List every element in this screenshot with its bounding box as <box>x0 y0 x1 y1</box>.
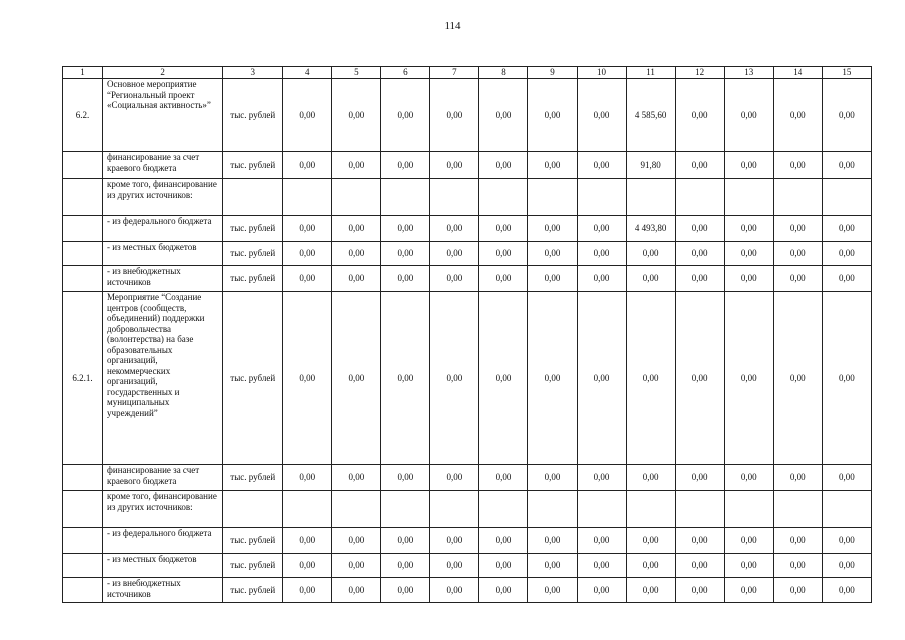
table-row <box>63 152 872 179</box>
value-cell: 0,00 <box>724 152 773 179</box>
column-header: 9 <box>528 67 577 79</box>
row-index: 6.2.1. <box>63 292 103 465</box>
value-cell: 0,00 <box>430 152 479 179</box>
value-cell <box>430 179 479 216</box>
column-header: 5 <box>332 67 381 79</box>
value-cell: 0,00 <box>822 79 871 152</box>
row-index <box>63 216 103 242</box>
value-cell: 0,00 <box>577 578 626 603</box>
row-unit: тыс. рублей <box>223 528 283 554</box>
value-cell: 0,00 <box>577 242 626 266</box>
value-cell: 0,00 <box>332 292 381 465</box>
value-cell: 0,00 <box>479 465 528 491</box>
column-header: 1 <box>63 67 103 79</box>
row-unit <box>223 179 283 216</box>
column-header: 15 <box>822 67 871 79</box>
value-cell: 0,00 <box>626 266 675 292</box>
table-row <box>63 216 872 242</box>
row-index <box>63 152 103 179</box>
value-cell <box>675 179 724 216</box>
value-cell <box>430 491 479 528</box>
row-description: финансирование за счет краевого бюджета <box>103 152 223 179</box>
value-cell: 0,00 <box>822 152 871 179</box>
value-cell: 0,00 <box>332 266 381 292</box>
value-cell: 0,00 <box>381 292 430 465</box>
value-cell: 0,00 <box>283 79 332 152</box>
row-index <box>63 242 103 266</box>
value-cell: 0,00 <box>724 578 773 603</box>
value-cell: 0,00 <box>479 266 528 292</box>
table-row <box>63 465 872 491</box>
value-cell: 0,00 <box>577 528 626 554</box>
table-row <box>63 179 872 216</box>
value-cell: 0,00 <box>528 216 577 242</box>
value-cell: 0,00 <box>626 242 675 266</box>
value-cell <box>332 179 381 216</box>
value-cell: 0,00 <box>381 554 430 578</box>
value-cell: 0,00 <box>332 465 381 491</box>
value-cell: 0,00 <box>430 216 479 242</box>
table-row <box>63 578 872 603</box>
row-index: 6.2. <box>63 79 103 152</box>
row-unit: тыс. рублей <box>223 554 283 578</box>
value-cell: 0,00 <box>381 79 430 152</box>
value-cell <box>381 179 430 216</box>
value-cell: 0,00 <box>822 242 871 266</box>
value-cell: 0,00 <box>773 528 822 554</box>
row-index <box>63 266 103 292</box>
value-cell: 0,00 <box>822 266 871 292</box>
value-cell: 0,00 <box>675 216 724 242</box>
value-cell: 0,00 <box>332 152 381 179</box>
value-cell: 0,00 <box>675 578 724 603</box>
row-unit: тыс. рублей <box>223 242 283 266</box>
row-description: - из федерального бюджета <box>103 216 223 242</box>
value-cell: 4 493,80 <box>626 216 675 242</box>
value-cell: 0,00 <box>724 292 773 465</box>
row-description: финансирование за счет краевого бюджета <box>103 465 223 491</box>
row-description: - из федерального бюджета <box>103 528 223 554</box>
value-cell: 0,00 <box>430 554 479 578</box>
value-cell: 0,00 <box>430 292 479 465</box>
value-cell: 0,00 <box>675 266 724 292</box>
value-cell <box>773 491 822 528</box>
value-cell <box>626 491 675 528</box>
value-cell: 0,00 <box>577 79 626 152</box>
column-header: 10 <box>577 67 626 79</box>
value-cell: 0,00 <box>283 152 332 179</box>
value-cell: 0,00 <box>626 578 675 603</box>
value-cell <box>528 179 577 216</box>
value-cell: 0,00 <box>430 465 479 491</box>
value-cell <box>479 491 528 528</box>
value-cell <box>626 179 675 216</box>
value-cell: 0,00 <box>822 554 871 578</box>
value-cell: 0,00 <box>822 528 871 554</box>
column-header: 7 <box>430 67 479 79</box>
value-cell: 0,00 <box>528 465 577 491</box>
table-row <box>63 528 872 554</box>
value-cell: 0,00 <box>381 465 430 491</box>
value-cell <box>283 179 332 216</box>
value-cell: 0,00 <box>479 242 528 266</box>
row-index <box>63 491 103 528</box>
value-cell: 0,00 <box>430 242 479 266</box>
value-cell: 0,00 <box>773 216 822 242</box>
value-cell: 0,00 <box>381 266 430 292</box>
value-cell: 0,00 <box>773 465 822 491</box>
value-cell: 0,00 <box>724 216 773 242</box>
row-unit: тыс. рублей <box>223 79 283 152</box>
value-cell: 0,00 <box>381 152 430 179</box>
table-row <box>63 292 872 465</box>
value-cell: 0,00 <box>430 79 479 152</box>
value-cell: 0,00 <box>528 266 577 292</box>
value-cell: 0,00 <box>675 79 724 152</box>
header-row <box>63 67 872 79</box>
column-header: 3 <box>223 67 283 79</box>
value-cell: 0,00 <box>675 554 724 578</box>
row-description: - из местных бюджетов <box>103 554 223 578</box>
value-cell <box>822 491 871 528</box>
row-unit: тыс. рублей <box>223 292 283 465</box>
value-cell: 0,00 <box>724 266 773 292</box>
row-unit: тыс. рублей <box>223 152 283 179</box>
value-cell: 0,00 <box>479 528 528 554</box>
row-index <box>63 578 103 603</box>
row-description: Основное мероприятие “Региональный проект «Социальная активность»” <box>103 79 223 152</box>
value-cell <box>724 491 773 528</box>
row-description: - из внебюджетных источников <box>103 266 223 292</box>
value-cell: 0,00 <box>479 152 528 179</box>
value-cell: 0,00 <box>283 465 332 491</box>
row-description: - из внебюджетных источников <box>103 578 223 603</box>
value-cell: 0,00 <box>577 152 626 179</box>
value-cell: 0,00 <box>773 152 822 179</box>
table-row <box>63 491 872 528</box>
value-cell: 0,00 <box>822 465 871 491</box>
column-header: 13 <box>724 67 773 79</box>
value-cell: 0,00 <box>283 242 332 266</box>
row-index <box>63 465 103 491</box>
value-cell: 0,00 <box>577 216 626 242</box>
row-description: кроме того, финансирование из других источников: <box>103 179 223 216</box>
value-cell <box>332 491 381 528</box>
table-row <box>63 242 872 266</box>
value-cell: 0,00 <box>381 578 430 603</box>
table-row <box>63 79 872 152</box>
value-cell: 0,00 <box>332 528 381 554</box>
value-cell: 0,00 <box>479 79 528 152</box>
value-cell: 0,00 <box>724 242 773 266</box>
value-cell: 0,00 <box>724 554 773 578</box>
value-cell: 0,00 <box>822 292 871 465</box>
column-header: 2 <box>103 67 223 79</box>
value-cell: 0,00 <box>577 292 626 465</box>
value-cell: 0,00 <box>479 216 528 242</box>
value-cell <box>773 179 822 216</box>
value-cell <box>381 491 430 528</box>
value-cell <box>724 179 773 216</box>
value-cell: 0,00 <box>675 465 724 491</box>
value-cell: 0,00 <box>332 79 381 152</box>
value-cell: 0,00 <box>773 554 822 578</box>
value-cell: 0,00 <box>283 266 332 292</box>
value-cell: 0,00 <box>675 528 724 554</box>
value-cell: 0,00 <box>528 554 577 578</box>
row-unit: тыс. рублей <box>223 216 283 242</box>
value-cell: 0,00 <box>773 266 822 292</box>
value-cell: 0,00 <box>528 152 577 179</box>
value-cell: 0,00 <box>724 79 773 152</box>
value-cell <box>822 179 871 216</box>
value-cell: 0,00 <box>577 465 626 491</box>
value-cell: 0,00 <box>332 216 381 242</box>
value-cell: 4 585,60 <box>626 79 675 152</box>
value-cell: 0,00 <box>577 554 626 578</box>
value-cell: 0,00 <box>332 242 381 266</box>
row-description: кроме того, финансирование из других источников: <box>103 491 223 528</box>
value-cell: 0,00 <box>528 79 577 152</box>
value-cell: 0,00 <box>626 465 675 491</box>
budget-table <box>62 66 872 603</box>
column-header: 11 <box>626 67 675 79</box>
value-cell: 0,00 <box>528 578 577 603</box>
column-header: 6 <box>381 67 430 79</box>
value-cell: 0,00 <box>675 242 724 266</box>
value-cell: 0,00 <box>675 292 724 465</box>
row-unit: тыс. рублей <box>223 266 283 292</box>
value-cell: 0,00 <box>822 216 871 242</box>
column-header: 4 <box>283 67 332 79</box>
page-number: 114 <box>444 20 461 32</box>
value-cell <box>577 491 626 528</box>
value-cell: 0,00 <box>773 79 822 152</box>
value-cell: 0,00 <box>822 578 871 603</box>
row-unit: тыс. рублей <box>223 578 283 603</box>
row-unit: тыс. рублей <box>223 465 283 491</box>
value-cell: 0,00 <box>430 578 479 603</box>
value-cell: 0,00 <box>626 292 675 465</box>
value-cell: 0,00 <box>283 292 332 465</box>
value-cell: 0,00 <box>332 554 381 578</box>
row-index <box>63 554 103 578</box>
value-cell <box>283 491 332 528</box>
value-cell: 0,00 <box>430 266 479 292</box>
value-cell: 0,00 <box>675 152 724 179</box>
value-cell: 0,00 <box>528 292 577 465</box>
value-cell: 0,00 <box>381 528 430 554</box>
value-cell <box>577 179 626 216</box>
column-header: 14 <box>773 67 822 79</box>
value-cell: 0,00 <box>773 242 822 266</box>
value-cell: 0,00 <box>479 578 528 603</box>
value-cell: 0,00 <box>724 465 773 491</box>
value-cell: 0,00 <box>724 528 773 554</box>
value-cell: 0,00 <box>430 528 479 554</box>
row-index <box>63 179 103 216</box>
row-description: - из местных бюджетов <box>103 242 223 266</box>
value-cell: 0,00 <box>332 578 381 603</box>
value-cell: 0,00 <box>283 216 332 242</box>
value-cell: 0,00 <box>283 578 332 603</box>
value-cell <box>479 179 528 216</box>
row-description: Мероприятие “Создание центров (сообществ, объединений) поддержки добровольчества (волонтерства) на базе образовательных организаций, некоммерческих организаций, государственных и муниципальных учреждений” <box>103 292 223 465</box>
value-cell: 0,00 <box>381 216 430 242</box>
value-cell: 0,00 <box>626 528 675 554</box>
value-cell: 0,00 <box>283 528 332 554</box>
row-index <box>63 528 103 554</box>
value-cell: 0,00 <box>626 554 675 578</box>
value-cell <box>528 491 577 528</box>
value-cell: 0,00 <box>773 292 822 465</box>
row-unit <box>223 491 283 528</box>
value-cell: 0,00 <box>479 554 528 578</box>
value-cell: 0,00 <box>283 554 332 578</box>
value-cell: 0,00 <box>577 266 626 292</box>
value-cell <box>675 491 724 528</box>
column-header: 12 <box>675 67 724 79</box>
value-cell: 0,00 <box>528 242 577 266</box>
value-cell: 91,80 <box>626 152 675 179</box>
value-cell: 0,00 <box>381 242 430 266</box>
table-row <box>63 266 872 292</box>
value-cell: 0,00 <box>528 528 577 554</box>
value-cell: 0,00 <box>479 292 528 465</box>
table-body <box>63 67 872 603</box>
column-header: 8 <box>479 67 528 79</box>
table-row <box>63 554 872 578</box>
value-cell: 0,00 <box>773 578 822 603</box>
